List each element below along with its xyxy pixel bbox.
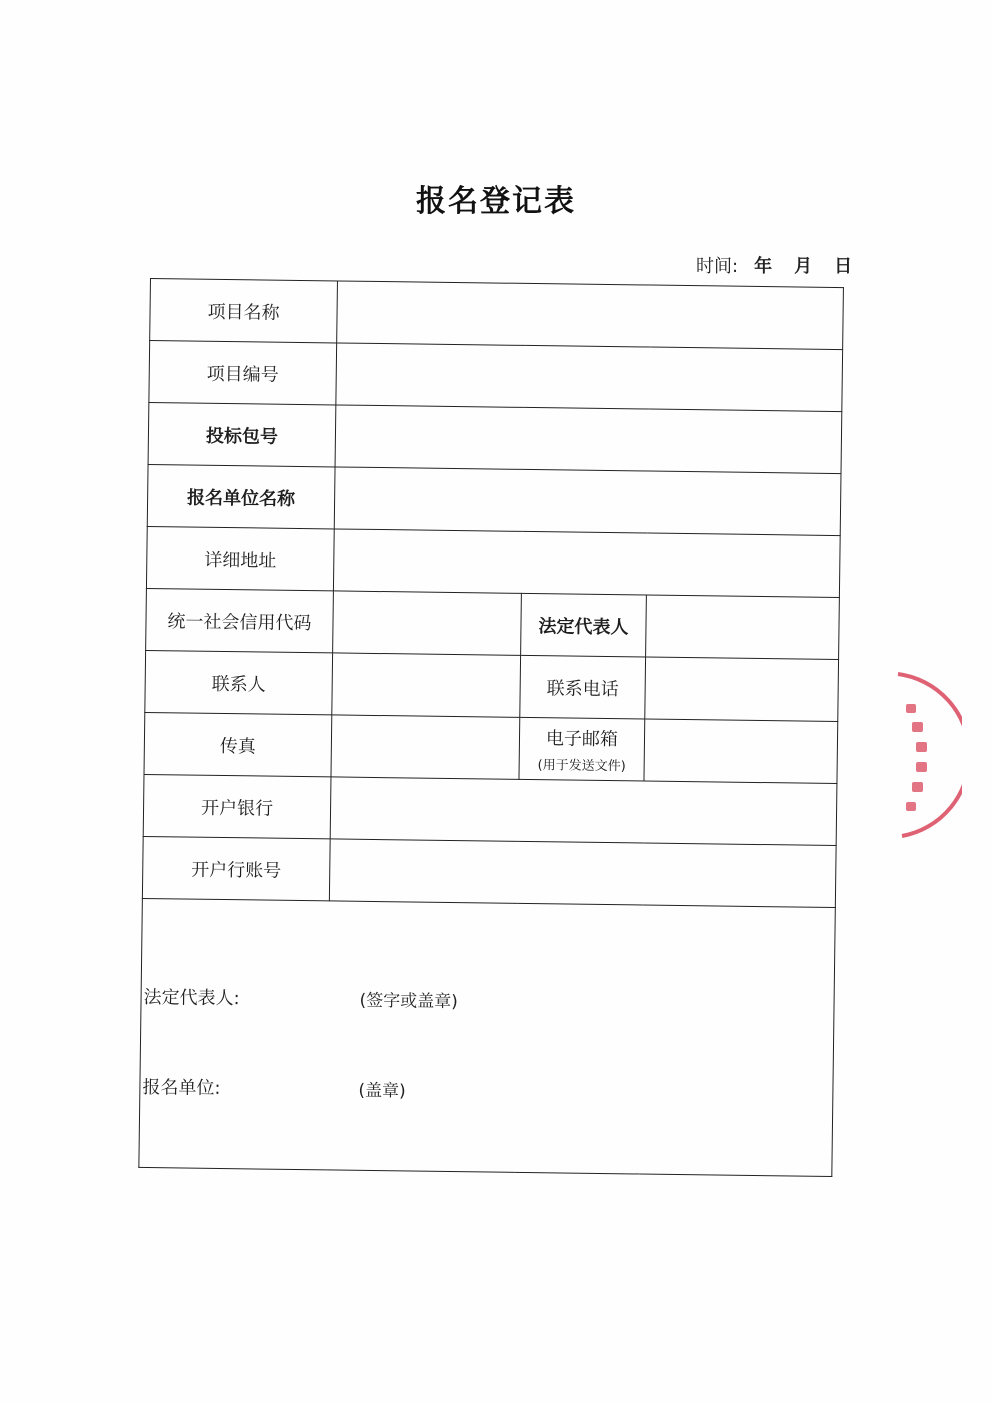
email-note: (用于发送文件) <box>537 758 626 775</box>
date-day: 日 <box>834 256 853 277</box>
bank-label: 开户银行 <box>143 774 331 838</box>
email-label-cell <box>519 717 645 781</box>
date-year: 年 <box>754 256 773 277</box>
credit-code-field[interactable] <box>333 591 522 655</box>
registration-form <box>138 278 843 1177</box>
phone-field[interactable] <box>645 657 839 722</box>
account-label: 开户行账号 <box>142 836 330 900</box>
date-label: 时间: <box>696 256 739 277</box>
email-label: 电子邮箱 <box>545 728 619 751</box>
table-row <box>147 464 841 535</box>
applicant-name-field[interactable] <box>334 467 841 536</box>
table-row <box>146 588 840 659</box>
date-month: 月 <box>794 256 813 277</box>
legal-rep-field[interactable] <box>646 595 840 660</box>
table-row <box>146 526 840 597</box>
bank-field[interactable] <box>330 777 837 846</box>
seal-stamp <box>892 670 962 840</box>
email-field[interactable] <box>644 719 838 784</box>
account-field[interactable] <box>329 839 836 908</box>
table-row <box>143 774 837 845</box>
address-label: 详细地址 <box>146 526 334 590</box>
address-field[interactable] <box>333 529 840 598</box>
legal-rep-sign-row <box>143 983 458 1013</box>
table-row <box>148 402 842 473</box>
table-row <box>144 712 838 783</box>
project-name-label: 项目名称 <box>150 279 338 343</box>
fax-label: 传真 <box>144 712 332 776</box>
credit-code-label: 统一社会信用代码 <box>146 588 334 652</box>
phone-label: 联系电话 <box>520 655 646 719</box>
legal-rep-label: 法定代表人 <box>521 593 647 657</box>
signature-area[interactable] <box>139 898 835 1176</box>
legal-rep-sign-note: (签字或盖章) <box>359 990 458 1013</box>
form-title: 报名登记表 <box>416 184 576 219</box>
table-row <box>142 836 836 907</box>
bid-package-label: 投标包号 <box>148 402 336 466</box>
unit-sign-note: (盖章) <box>358 1080 406 1102</box>
legal-rep-sign-label: 法定代表人: <box>143 986 240 1010</box>
project-number-label: 项目编号 <box>149 341 337 405</box>
registration-table <box>138 278 844 1177</box>
date-line <box>696 252 852 278</box>
project-number-field[interactable] <box>336 343 843 412</box>
table-row <box>139 898 835 1176</box>
unit-sign-label: 报名单位: <box>142 1076 221 1099</box>
unit-sign-row <box>142 1073 406 1102</box>
bid-package-field[interactable] <box>335 405 842 474</box>
table-row <box>145 650 839 721</box>
project-name-field[interactable] <box>337 281 844 350</box>
table-row <box>149 341 843 412</box>
seal-stamp-icon <box>892 670 962 840</box>
table-row <box>150 279 844 350</box>
contact-label: 联系人 <box>145 650 333 714</box>
applicant-name-label: 报名单位名称 <box>147 464 335 528</box>
fax-field[interactable] <box>331 715 520 779</box>
contact-field[interactable] <box>332 653 521 717</box>
